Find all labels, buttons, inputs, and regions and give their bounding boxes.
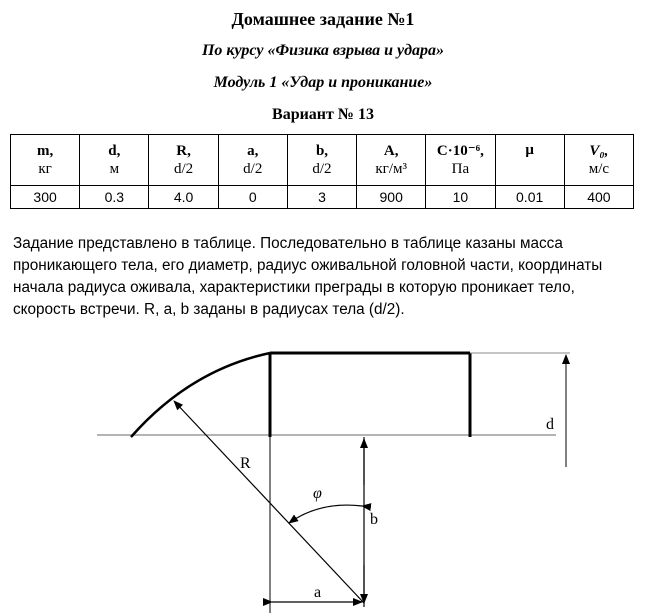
value-cell-V0: 400 bbox=[564, 186, 633, 209]
value-cell-d: 0.3 bbox=[80, 186, 149, 209]
value-cell-mu: 0.01 bbox=[495, 186, 564, 209]
phi-angle-arc bbox=[289, 505, 362, 523]
header-cell-R: R, d/2 bbox=[149, 135, 218, 186]
module-name: Модуль 1 «Удар и проникание» bbox=[213, 74, 433, 91]
assignment-title: Домашнее задание №1 bbox=[231, 9, 415, 29]
projectile-diagram bbox=[0, 335, 646, 613]
table-values-row bbox=[11, 186, 634, 209]
header-cell-C: C·10⁻⁶, Па bbox=[426, 135, 495, 186]
value-cell-A: 900 bbox=[357, 186, 426, 209]
label-a: a bbox=[314, 584, 322, 601]
header-cell-a: a, d/2 bbox=[218, 135, 287, 186]
value-cell-m: 300 bbox=[11, 186, 80, 209]
value-cell-R: 4.0 bbox=[149, 186, 218, 209]
header-cell-V0: V₀, м/с bbox=[564, 135, 633, 186]
header-cell-A: A, кг/м³ bbox=[357, 135, 426, 186]
header-cell-mu: μ bbox=[495, 135, 564, 186]
label-phi: φ bbox=[313, 485, 322, 502]
label-b: b bbox=[370, 511, 378, 528]
header-cell-d: d, м bbox=[80, 135, 149, 186]
value-cell-b: 3 bbox=[287, 186, 356, 209]
label-d: d bbox=[546, 416, 554, 433]
label-R: R bbox=[240, 455, 251, 472]
header-cell-m: m, кг bbox=[11, 135, 80, 186]
value-cell-C: 10 bbox=[426, 186, 495, 209]
course-name: По курсу «Физика взрыва и удара» bbox=[201, 42, 445, 59]
value-cell-a: 0 bbox=[218, 186, 287, 209]
variant-number: Вариант № 13 bbox=[272, 106, 374, 123]
task-description: Задание представлено в таблице. Последовательно в таблице казаны масса проникающего тела, его диаметр, радиус оживальной головной части, координаты начала радиуса оживала, характеристики преграды в которую проникает тело, скорость встречи. R, a, b заданы в радиусах тела (d/2). bbox=[13, 235, 603, 318]
ogive-arc bbox=[131, 353, 270, 437]
header-cell-b: b, d/2 bbox=[287, 135, 356, 186]
table-header-row bbox=[11, 135, 634, 186]
parameters-table bbox=[10, 134, 634, 209]
